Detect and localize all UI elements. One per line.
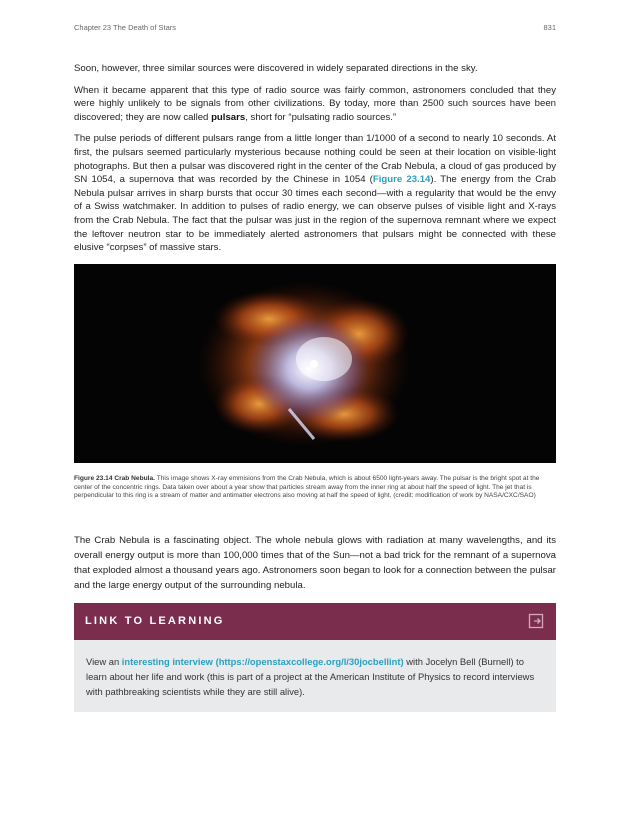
term-pulsars: pulsars xyxy=(211,111,246,123)
link-to-learning-body xyxy=(74,640,556,712)
link-to-learning-text: View an interesting interview (https://openstaxcollege.org/l/30jocbellint) with Jocelyn Bell (Burnell) to learn about her life and work (this is part of a project at the American Institute of Physics to record interviews with pathbreaking scientists while they are still alive). xyxy=(86,656,535,697)
crab-nebula-image xyxy=(74,264,556,463)
paragraph-4: The Crab Nebula is a fascinating object. The whole nebula glows with radiation at many wavelengths, and its overall energy output is more than 100,000 times that of the Sun—not a bad trick for the remnant of a supernova that exploded almost a thousand years ago. Astronomers soon began to look for a connection between the pulsar and the large energy output of the surrounding nebula. xyxy=(74,535,556,591)
figure-reference-link[interactable]: Figure 23.14 xyxy=(372,174,431,186)
paragraph-2: When it became apparent that this type of radio source was fairly common, astronomers concluded that they were highly unlikely to be signals from other civilizations. By today, more than 2500 such sources have been discovered; they are now called pulsars, short for “pulsating radio sources.” xyxy=(74,84,556,123)
caption-label: Figure 23.14 Crab Nebula. xyxy=(74,475,155,482)
link-to-learning-header xyxy=(74,603,556,640)
running-header xyxy=(74,23,556,32)
interview-link[interactable]: interesting interview (https://openstaxcollege.org/l/30jocbellint) xyxy=(121,656,404,667)
caption-text: This image shows X-ray emmisions from the Crab Nebula, which is about 6500 light-years away. The pulsar is the bright spot at the center of the concentric rings. Data taken over about a year show that particles stream away from the inner ring at about half the speed of light. The jet that is perpendicular to this ring is a stream of matter and antimatter electrons also moving at half the speed of light. (credit: modification of work by NASA/CXC/SAO) xyxy=(74,475,540,500)
external-link-icon xyxy=(528,613,544,629)
link-to-learning-title: LINK TO LEARNING xyxy=(85,615,225,627)
figure-caption xyxy=(74,475,556,501)
chapter-title: Chapter 23 The Death of Stars xyxy=(74,23,177,32)
page-number: 831 xyxy=(543,23,556,32)
paragraph-3: The pulse periods of different pulsars range from a little longer than 1/1000 of a second to nearly 10 seconds. At first, the pulsars seemed particularly mysterious because nothing could be seen at their location on visible-light photographs. But then a pulsar was discovered right in the center of the Crab Nebula, a cloud of gas produced by SN 1054, a supernova that was recorded by the Chinese in 1054 (Figure 23.14). The energy from the Crab Nebula pulsar arrives in sharp bursts that occur 30 times each second—with a regularity that would be the envy of a Swiss watchmaker. In addition to pulses of radio energy, we can observe pulses of visible light and X-rays from the Crab Nebula. The fact that the pulsar was just in the region of the supernova remnant where we expect the leftover neutron star to be immediately alerted astronomers that pulsars might be connected with these elusive “corpses” of massive stars. xyxy=(74,133,556,254)
body-text xyxy=(74,62,556,263)
paragraph-1: Soon, however, three similar sources were discovered in widely separated directions in the sky. xyxy=(74,63,478,74)
nebula-illustration xyxy=(74,264,556,463)
